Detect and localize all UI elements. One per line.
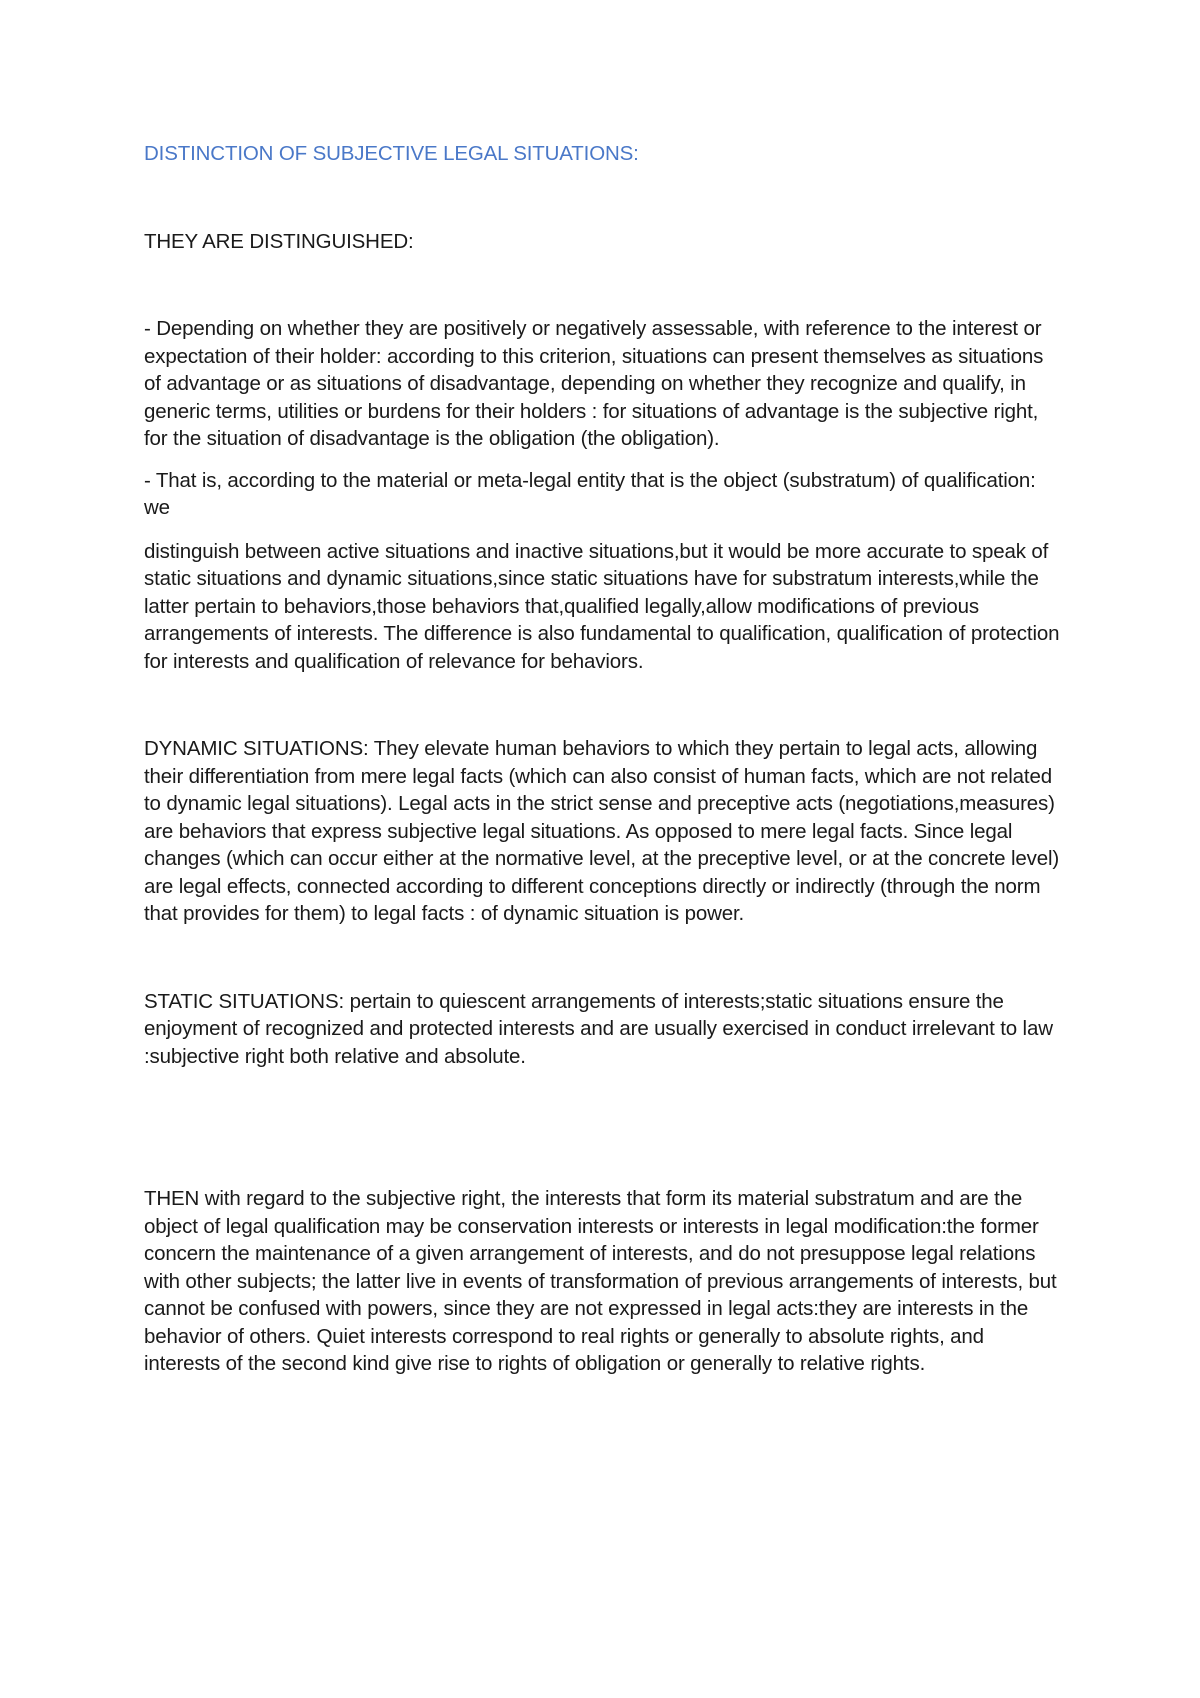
document-body xyxy=(144,140,1064,1378)
document-title: DISTINCTION OF SUBJECTIVE LEGAL SITUATIONS: xyxy=(144,142,639,165)
paragraph-static-situations: STATIC SITUATIONS: pertain to quiescent arrangements of interests;static situations ensure the enjoyment of recognized and protected interests and are usually exercised in conduct irrelevant to law :subjective right both relative and absolute. xyxy=(144,989,1053,1068)
paragraph-active-inactive: distinguish between active situations and inactive situations,but it would be more accurate to speak of static situations and dynamic situations,since static situations have for substratum interests,while the latter pertain to behaviors,those behaviors that,qualified legally,allow modifications of previous arrangements of interests. The difference is also fundamental to qualification, qualification of protection for interests and qualification of relevance for behaviors. xyxy=(144,539,1060,673)
paragraph-subjective-right: THEN with regard to the subjective right, the interests that form its material substratum and are the object of legal qualification may be conservation interests or interests in legal modification:the former concern the maintenance of a given arrangement of interests, and do not presuppose legal relations with other subjects; the latter live in events of transformation of previous arrangements of interests, but cannot be confused with powers, since they are not expressed in legal acts:they are interests in the behavior of others. Quiet interests correspond to real rights or generally to absolute rights, and interests of the second kind give rise to rights of obligation or generally to relative rights. xyxy=(144,1187,1057,1375)
paragraph-substratum-criterion: - That is, according to the material or meta-legal entity that is the object (substratum) of qualification: we xyxy=(144,468,1036,519)
paragraph-dynamic-situations: DYNAMIC SITUATIONS: They elevate human behaviors to which they pertain to legal acts, allowing their differentiation from mere legal facts (which can also consist of human facts, which are not related to dynamic legal situations). Legal acts in the strict sense and preceptive acts (negotiations,measures) are behaviors that express subjective legal situations. As opposed to mere legal facts. Since legal changes (which can occur either at the normative level, at the preceptive level, or at the concrete level) are legal effects, connected according to different conceptions directly or indirectly (through the norm that provides for them) to legal facts : of dynamic situation is power. xyxy=(144,737,1060,925)
paragraph-assessable-criterion: - Depending on whether they are positively or negatively assessable, with reference to the interest or expectation of their holder: according to this criterion, situations can present themselves as situations of advantage or as situations of disadvantage, depending on whether they recognize and qualify, in generic terms, utilities or burdens for their holders : for situations of advantage is the subjective right, for the situation of disadvantage is the obligation (the obligation). xyxy=(144,317,1044,450)
document-subheading: THEY ARE DISTINGUISHED: xyxy=(144,229,414,253)
